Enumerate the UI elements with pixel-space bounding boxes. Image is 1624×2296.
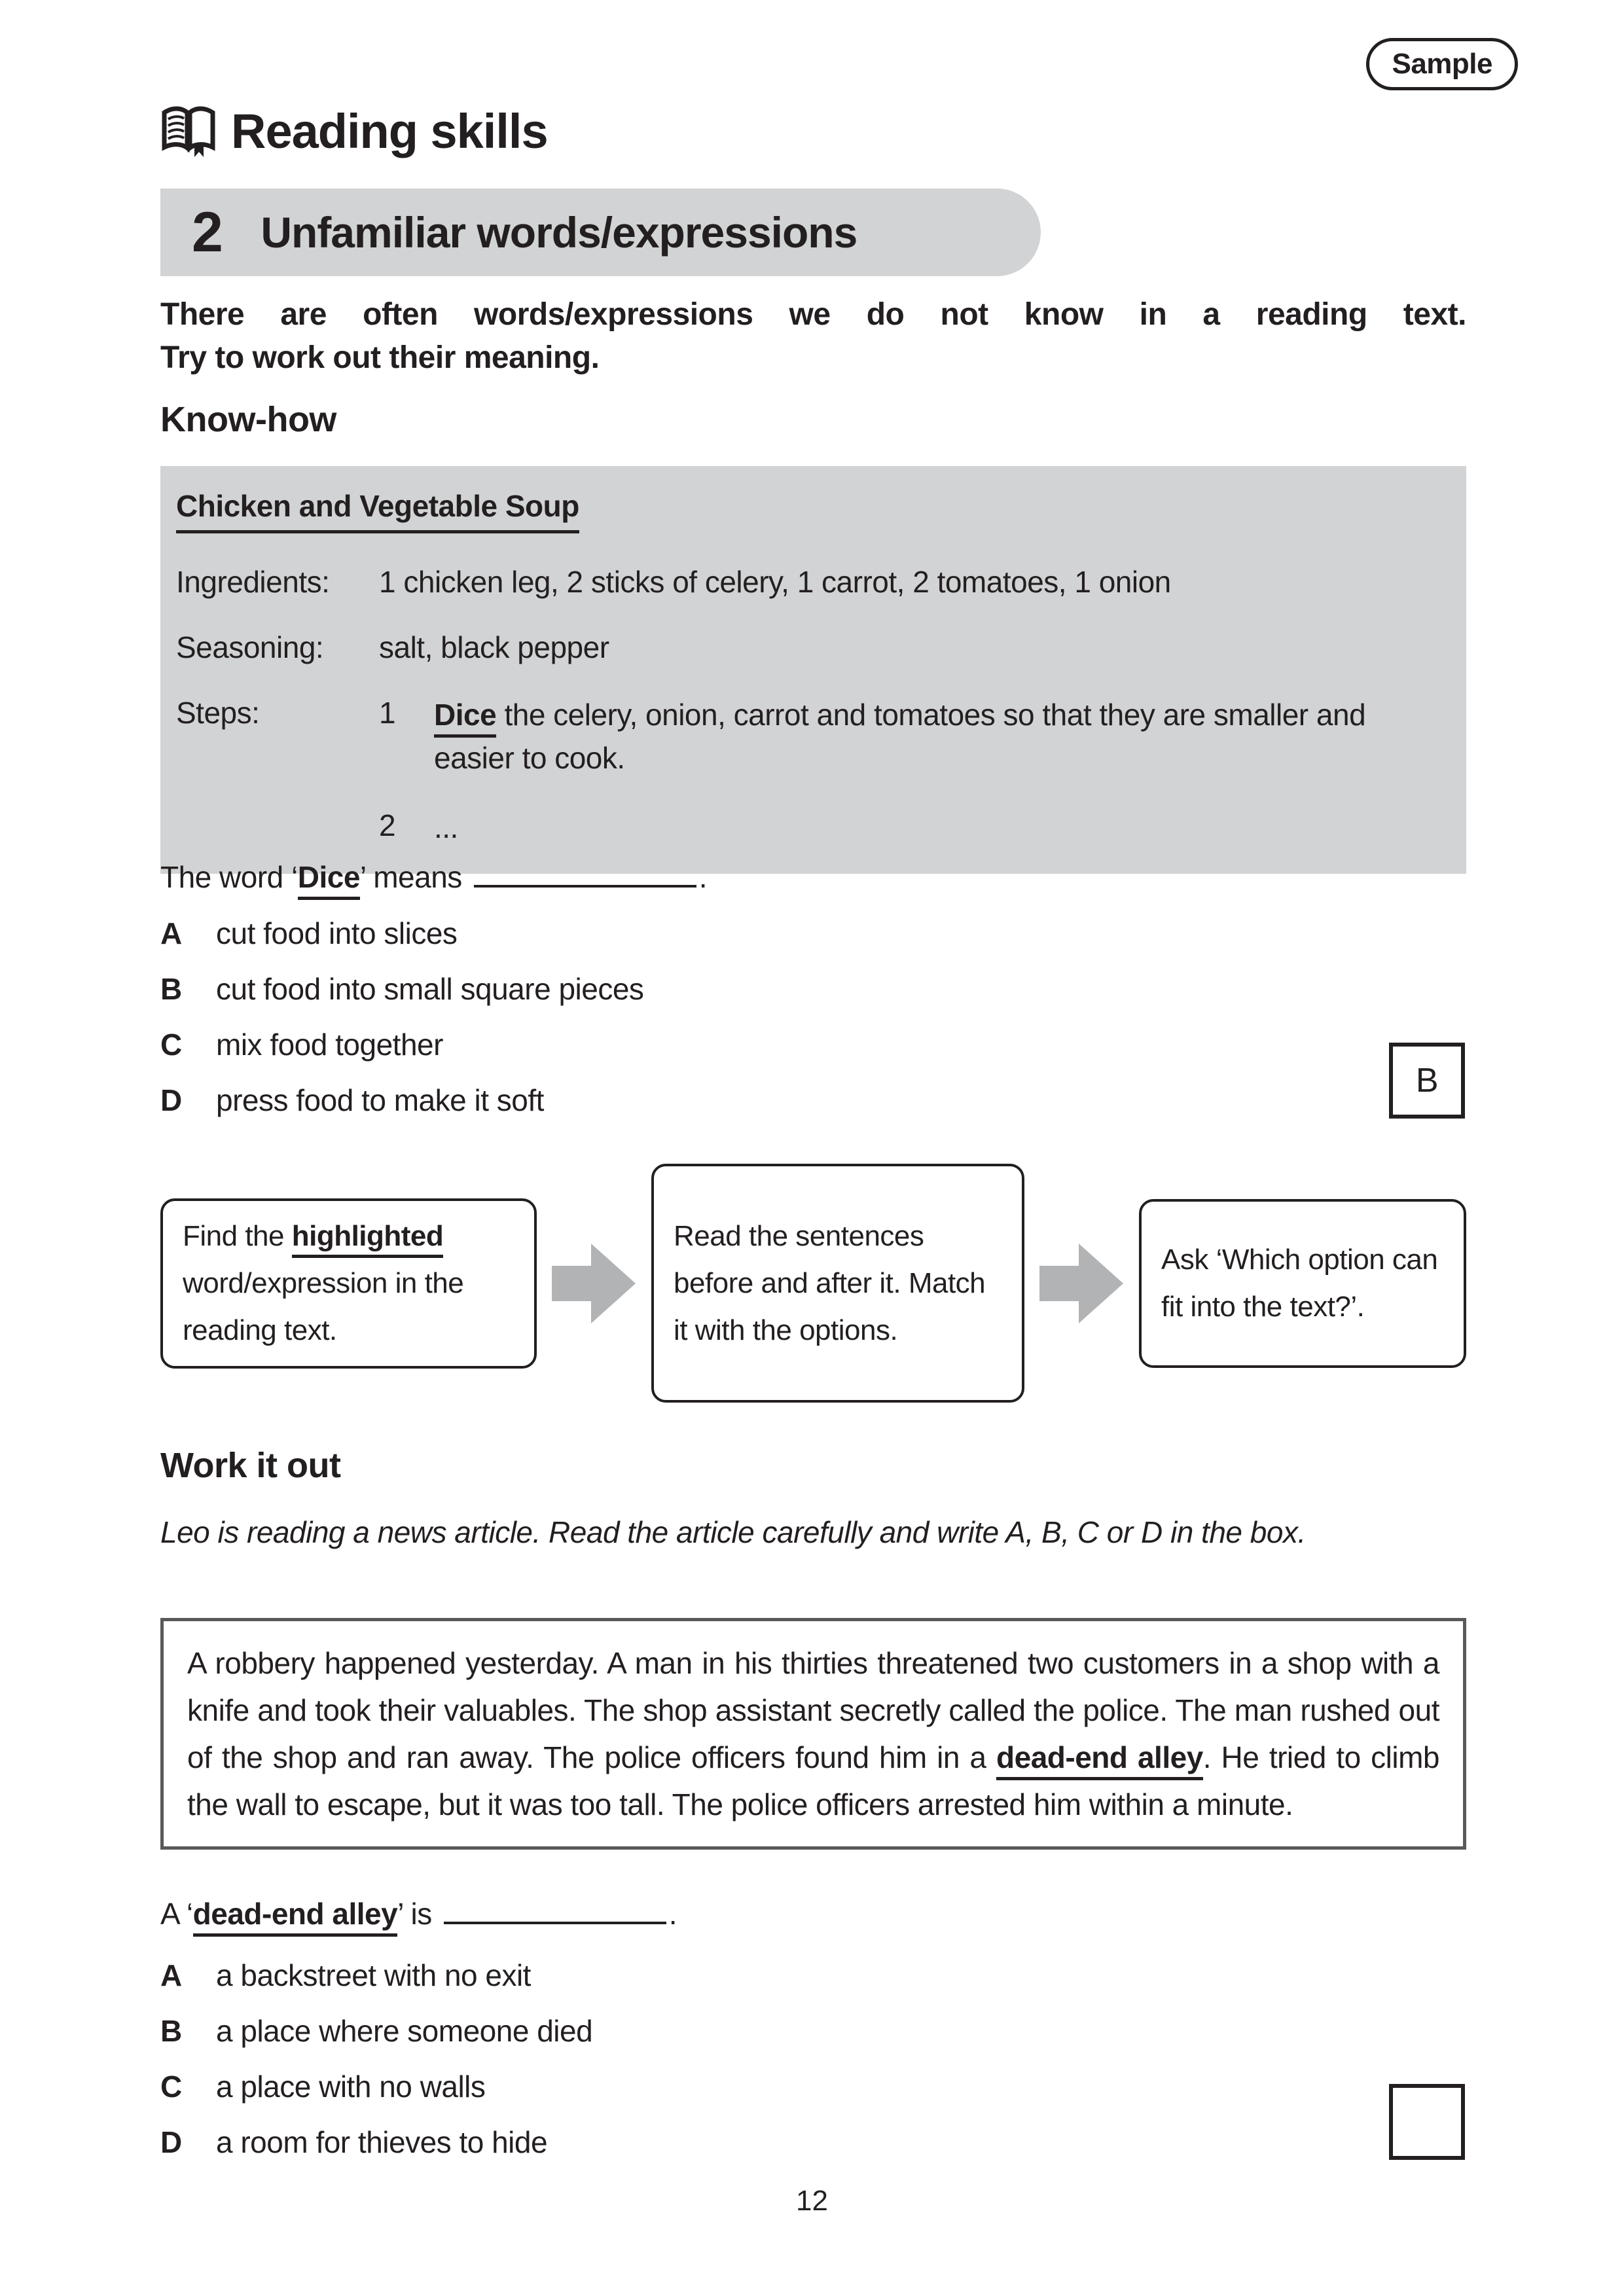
strategy-flow [160,1164,1466,1403]
flow-step-1-post: word/expression in the reading text. [183,1266,464,1346]
section-banner [160,188,1041,276]
page-number: 12 [796,2185,828,2217]
page-header [160,103,548,159]
option-text: cut food into slices [216,916,458,950]
question-2-options [160,1956,592,2178]
question-2-period: . [668,1897,677,1931]
answer-box-1[interactable] [1389,1043,1465,1119]
option-row [160,969,643,1009]
step-keyword: Dice [434,698,496,738]
option-letter: A [160,916,182,950]
flow-step-1-text [183,1213,514,1354]
know-how-heading: Know-how [160,400,336,439]
step-text [434,693,1451,780]
article-keyword: dead-end alley [996,1740,1203,1780]
right-arrow-icon [552,1234,637,1333]
question-2-keyword: dead-end alley [193,1897,398,1937]
question-1-period: . [698,860,708,894]
question-2-pre: A ‘ [160,1897,193,1931]
option-text: a room for thieves to hide [216,2125,548,2159]
page-title: Reading skills [231,104,548,158]
step-text: ... [434,810,458,844]
recipe-row-value: 1 chicken leg, 2 sticks of celery, 1 carrot, 2 tomatoes, 1 onion [379,565,1171,599]
recipe-steps-label: Steps: [176,696,260,730]
option-row [160,1081,643,1120]
question-2-blank [444,1895,666,1924]
section-number: 2 [192,200,223,264]
option-row [160,2123,592,2162]
question-2 [160,1894,677,1933]
option-letter: C [160,2070,182,2104]
option-letter: B [160,2014,182,2048]
question-1-post: ’ means [359,860,462,894]
open-book-icon [160,106,217,157]
flow-step-3 [1139,1199,1466,1368]
flow-step-1 [160,1198,537,1369]
right-arrow-icon [1039,1234,1125,1333]
question-1-options [160,914,643,1136]
intro-paragraph [160,293,1466,380]
answer-box-1-value: B [1415,1062,1439,1100]
question-1-keyword: Dice [298,860,360,900]
step-number: 2 [379,808,396,842]
work-it-out-heading: Work it out [160,1446,341,1485]
question-1-pre: The word ‘ [160,860,298,894]
option-letter: C [160,1028,182,1062]
option-row [160,1956,592,1995]
question-1-blank [474,859,696,888]
task-instruction: Leo is reading a news article. Read the article carefully and write A, B, C or D in the box. [160,1515,1306,1549]
article-post: . He tried to climb the wall to escape, but it was too tall. The police officers arrested him within a minute. [187,1740,1439,1821]
option-text: press food to make it soft [216,1083,544,1117]
option-letter: D [160,2125,182,2159]
option-row [160,2067,592,2106]
step-number: 1 [379,696,396,730]
option-letter: A [160,1958,182,1992]
sample-badge-label: Sample [1392,48,1492,80]
recipe-row-label: Ingredients: [176,565,330,599]
recipe-panel [160,466,1466,874]
option-text: a place with no walls [216,2070,486,2104]
option-text: mix food together [216,1028,443,1062]
flow-step-1-keyword: highlighted [292,1220,444,1258]
option-letter: D [160,1083,182,1117]
recipe-title: Chicken and Vegetable Soup [176,488,579,533]
option-letter: B [160,972,182,1006]
sample-badge [1366,38,1518,90]
option-text: a backstreet with no exit [216,1958,531,1992]
question-1 [160,857,707,897]
flow-step-3-text: Ask ‘Which option can fit into the text?’. [1161,1243,1438,1323]
recipe-row-label: Seasoning: [176,630,324,664]
option-row [160,1025,643,1064]
option-text: cut food into small square pieces [216,972,644,1006]
news-article-box [160,1618,1466,1850]
option-row [160,2011,592,2051]
recipe-row-value: salt, black pepper [379,630,609,664]
question-2-post: ’ is [397,1897,432,1931]
option-row [160,914,643,953]
step-rest: the celery, onion, carrot and tomatoes so that they are smaller and easier to cook. [434,698,1366,775]
flow-step-2 [651,1164,1024,1403]
option-text: a place where someone died [216,2014,593,2048]
intro-line-1: There are often words/expressions we do not know in a reading text. [160,297,1466,332]
answer-box-2[interactable] [1389,2084,1465,2160]
section-title: Unfamiliar words/expressions [261,208,857,257]
flow-step-1-pre: Find the [183,1219,292,1252]
flow-step-2-text: Read the sentences before and after it. Match it with the options. [674,1219,986,1346]
recipe-grid [176,562,1451,849]
article-pre: A robbery happened yesterday. A man in his thirties threatened two customers in a shop with a knife and took their valuables. The shop assistant secretly called the police. The man rushed out of the shop and ran away. The police officers found him in a [187,1646,1439,1774]
intro-line-2: Try to work out their meaning. [160,340,600,375]
